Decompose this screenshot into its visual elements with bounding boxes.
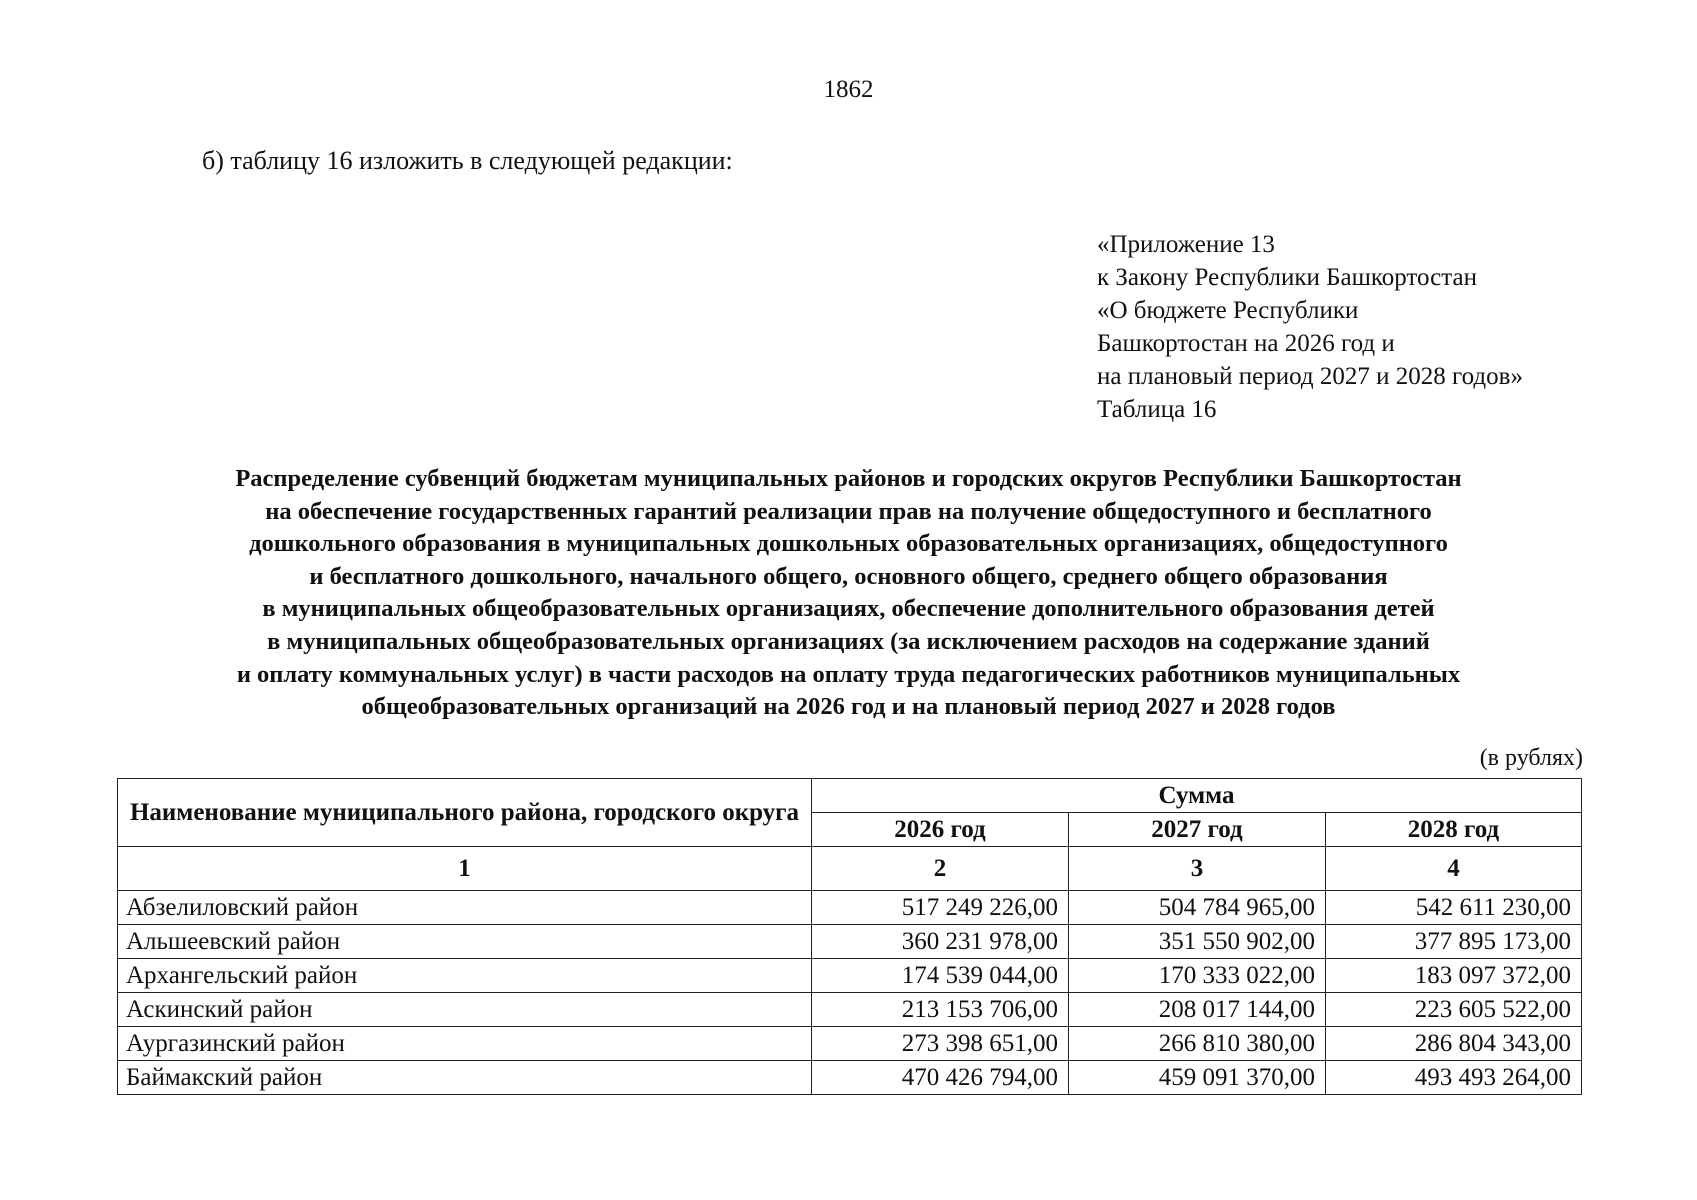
district-name: Абзелиловский район bbox=[118, 891, 812, 925]
appendix-line: «О бюджете Республики bbox=[1097, 297, 1359, 324]
table-title bbox=[0, 463, 1697, 724]
header-sum: Сумма bbox=[812, 779, 1582, 813]
district-name: Баймакский район bbox=[118, 1061, 812, 1095]
column-number: 3 bbox=[1069, 847, 1326, 891]
header-year-2026: 2026 год bbox=[812, 813, 1069, 847]
column-number: 1 bbox=[118, 847, 812, 891]
district-name: Альшеевский район bbox=[118, 925, 812, 959]
page-number: 1862 bbox=[823, 76, 874, 103]
header-year-2027: 2027 год bbox=[1069, 813, 1326, 847]
title-line: в муниципальных общеобразовательных организациях (за исключением расходов на содержание зданий bbox=[267, 627, 1430, 655]
district-name: Аскинский район bbox=[118, 993, 812, 1027]
units-label: (в рублях) bbox=[1479, 745, 1583, 771]
appendix-block bbox=[1097, 228, 1523, 426]
table-row bbox=[118, 1027, 1582, 1061]
amount-2028: 493 493 264,00 bbox=[1326, 1061, 1582, 1095]
table-row bbox=[118, 1061, 1582, 1095]
appendix-line: на плановый период 2027 и 2028 годов» bbox=[1097, 363, 1523, 390]
subvention-table bbox=[117, 778, 1582, 1095]
column-number: 4 bbox=[1326, 847, 1582, 891]
amount-2026: 174 539 044,00 bbox=[812, 959, 1069, 993]
amount-2026: 273 398 651,00 bbox=[812, 1027, 1069, 1061]
title-line: дошкольного образования в муниципальных дошкольных образовательных организациях, общедоступного bbox=[249, 530, 1448, 558]
amount-2028: 286 804 343,00 bbox=[1326, 1027, 1582, 1061]
amount-2027: 504 784 965,00 bbox=[1069, 891, 1326, 925]
amount-2028: 377 895 173,00 bbox=[1326, 925, 1582, 959]
title-line: и бесплатного дошкольного, начального общего, основного общего, среднего общего образования bbox=[309, 562, 1388, 590]
amount-2028: 183 097 372,00 bbox=[1326, 959, 1582, 993]
district-name: Аургазинский район bbox=[118, 1027, 812, 1061]
title-line: и оплату коммунальных услуг) в части расходов на оплату труда педагогических работников муниципальных bbox=[236, 660, 1461, 688]
header-name: Наименование муниципального района, городского округа bbox=[118, 779, 812, 847]
appendix-line: «Приложение 13 bbox=[1097, 231, 1275, 258]
title-line: Распределение субвенций бюджетам муниципальных районов и городских округов Республики Башкортостан bbox=[235, 465, 1462, 492]
table-row bbox=[118, 891, 1582, 925]
appendix-line: Таблица 16 bbox=[1097, 396, 1217, 423]
title-line: в муниципальных общеобразовательных организациях, обеспечение дополнительного образования детей bbox=[262, 595, 1435, 623]
table-row bbox=[118, 993, 1582, 1027]
header-year-2028: 2028 год bbox=[1326, 813, 1582, 847]
amount-2026: 360 231 978,00 bbox=[812, 925, 1069, 959]
district-name: Архангельский район bbox=[118, 959, 812, 993]
title-line: общеобразовательных организаций на 2026 год и на плановый период 2027 и 2028 годов bbox=[361, 693, 1336, 721]
amount-2027: 459 091 370,00 bbox=[1069, 1061, 1326, 1095]
title-line: на обеспечение государственных гарантий реализации прав на получение общедоступного и бесплатного bbox=[265, 497, 1432, 525]
amount-2026: 213 153 706,00 bbox=[812, 993, 1069, 1027]
amount-2027: 170 333 022,00 bbox=[1069, 959, 1326, 993]
table-row bbox=[118, 925, 1582, 959]
column-number: 2 bbox=[812, 847, 1069, 891]
amount-2027: 208 017 144,00 bbox=[1069, 993, 1326, 1027]
appendix-line: к Закону Республики Башкортостан bbox=[1097, 264, 1477, 291]
amount-2026: 470 426 794,00 bbox=[812, 1061, 1069, 1095]
table-row bbox=[118, 959, 1582, 993]
appendix-line: Башкортостан на 2026 год и bbox=[1097, 330, 1395, 357]
intro-text: б) таблицу 16 изложить в следующей редакции: bbox=[202, 146, 733, 175]
amount-2027: 351 550 902,00 bbox=[1069, 925, 1326, 959]
amount-2028: 223 605 522,00 bbox=[1326, 993, 1582, 1027]
amount-2027: 266 810 380,00 bbox=[1069, 1027, 1326, 1061]
amount-2028: 542 611 230,00 bbox=[1326, 891, 1582, 925]
amount-2026: 517 249 226,00 bbox=[812, 891, 1069, 925]
